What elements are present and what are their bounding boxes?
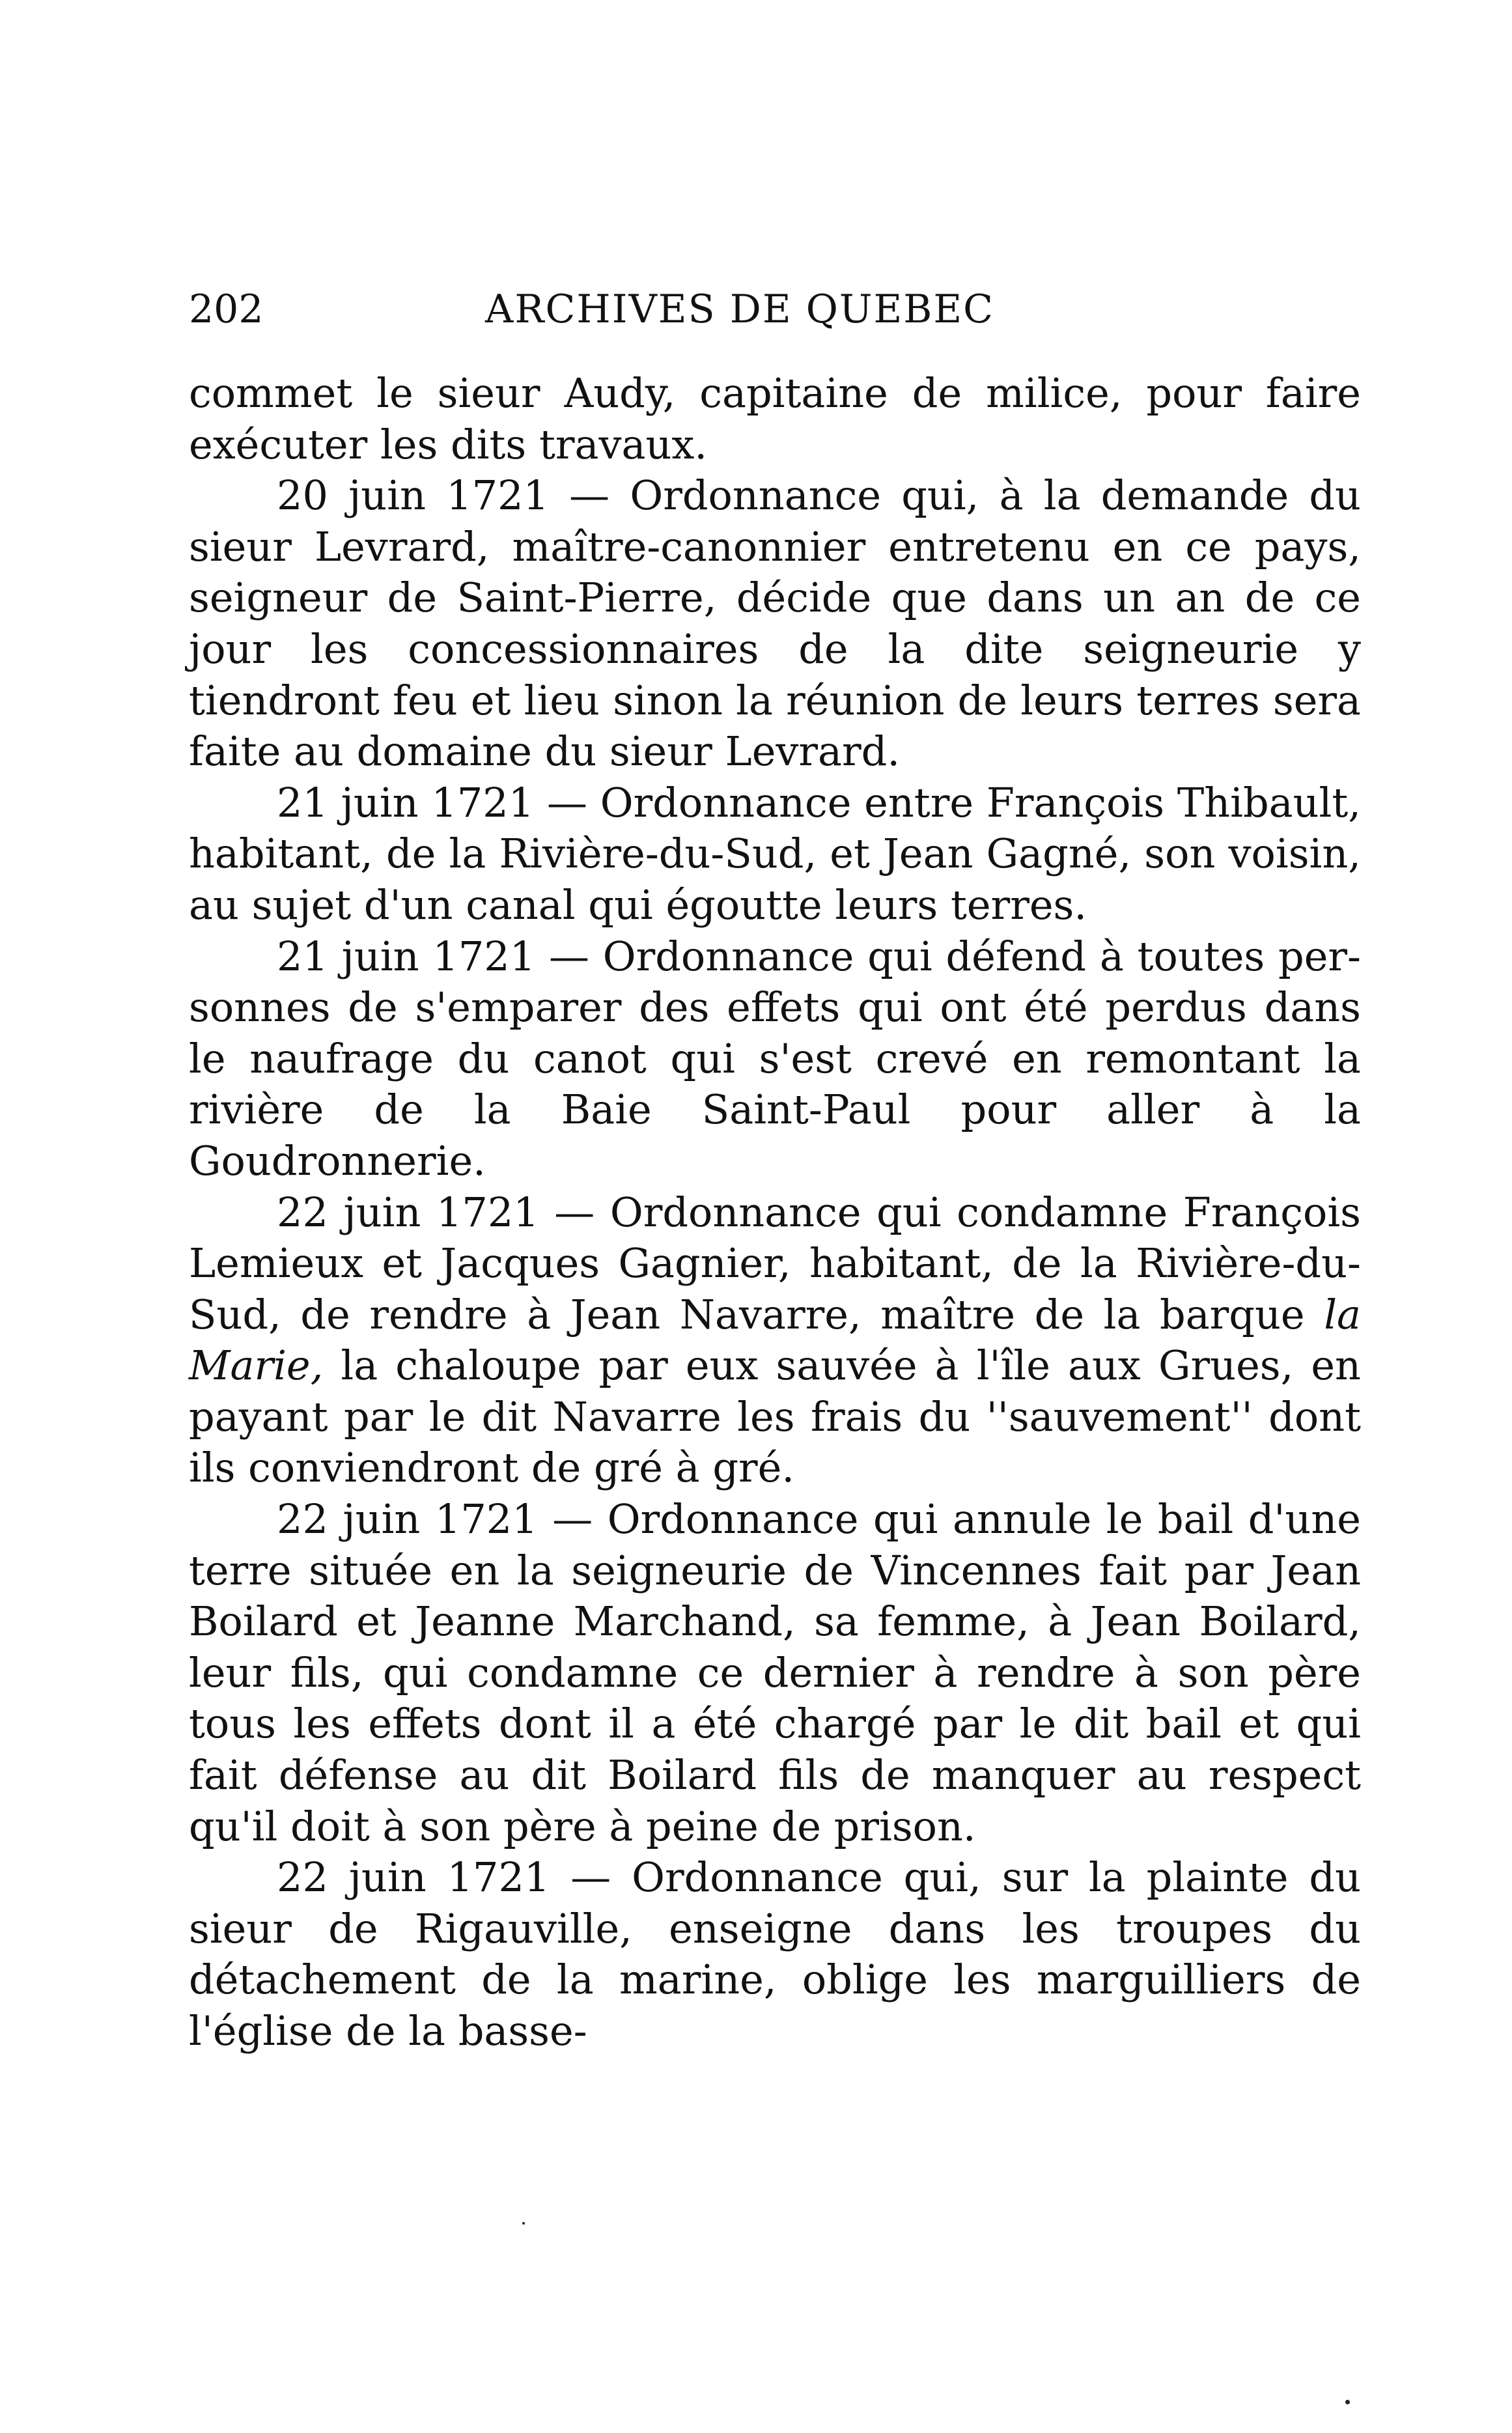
stray-mark: [522, 2222, 525, 2225]
entry-22-juin-1721-boilard: 22 juin 1721 — Ordonnance qui annule le bail d'une terre située en la seigneurie de Vincennes fait par Jean Boilard et Jeanne Marchand, sa femme, à Jean Boilard, leur fils, qui condamne ce dernier à rendre à son père tous les effets dont il a été chargé par le dit bail et qui fait défense au dit Boilard fils de manquer au respect qu'il doit à son père à peine de prison.: [189, 1495, 1361, 1850]
entry-22-juin-1721-navarre: [189, 1187, 1361, 1495]
page-header: [189, 280, 1361, 339]
entry-22-juin-1721-rigauville: 22 juin 1721 — Ordonnance qui, sur la plainte du sieur de Rigauville, enseigne dans les troupes du détachement de la marine, oblige les marguilliers de l'église de la basse-: [189, 1853, 1361, 2055]
entry-20-juin-1721: 20 juin 1721 — Ordonnance qui, à la demande du sieur Levrard, maître-canonnier entretenu en ce pays, seigneur de Saint-Pierre, décide que dans un an de ce jour les concessionnaires de la dite seigneurie y tiendront feu et lieu sinon la réunion de leurs terres sera faite au domaine du sieur Levrard.: [189, 471, 1361, 776]
entry-text-start: 22 juin 1721 — Ordonnance qui condamne François Lemieux et Jacques Gagnier, habitant, de la Rivière-du-Sud, de rendre à Jean Navarre, maître de la barque: [189, 1188, 1361, 1338]
stray-mark: [1345, 2400, 1350, 2404]
body-text: [189, 368, 1361, 2057]
page-number: 202: [189, 287, 264, 332]
vessel-name: la Marie,: [189, 1290, 1361, 1390]
entry-21-juin-1721-naufrage: 21 juin 1721 — Ordonnance qui défend à toutes personnes de s'emparer des effets qui ont été perdus dans le naufrage du canot qui s'est crevé en remontant la rivière de la Baie Saint-Paul pour aller à la Goudronnerie.: [189, 932, 1361, 1185]
running-title: ARCHIVES DE QUEBEC: [485, 287, 995, 332]
paragraph-continued: commet le sieur Audy, capitaine de milice, pour faire exécuter les dits travaux.: [189, 369, 1361, 468]
entry-text-end: la chaloupe par eux sauvée à l'île aux Grues, en payant par le dit Navarre les frais du ''sauvement'' dont ils conviendront de gré à gré.: [189, 1342, 1361, 1492]
entry-21-juin-1721-thibault: 21 juin 1721 — Ordonnance entre François Thibault, habitant, de la Rivière-du-Sud, et Jean Gagné, son voisin, au sujet d'un canal qui égoutte leurs terres.: [189, 778, 1361, 929]
